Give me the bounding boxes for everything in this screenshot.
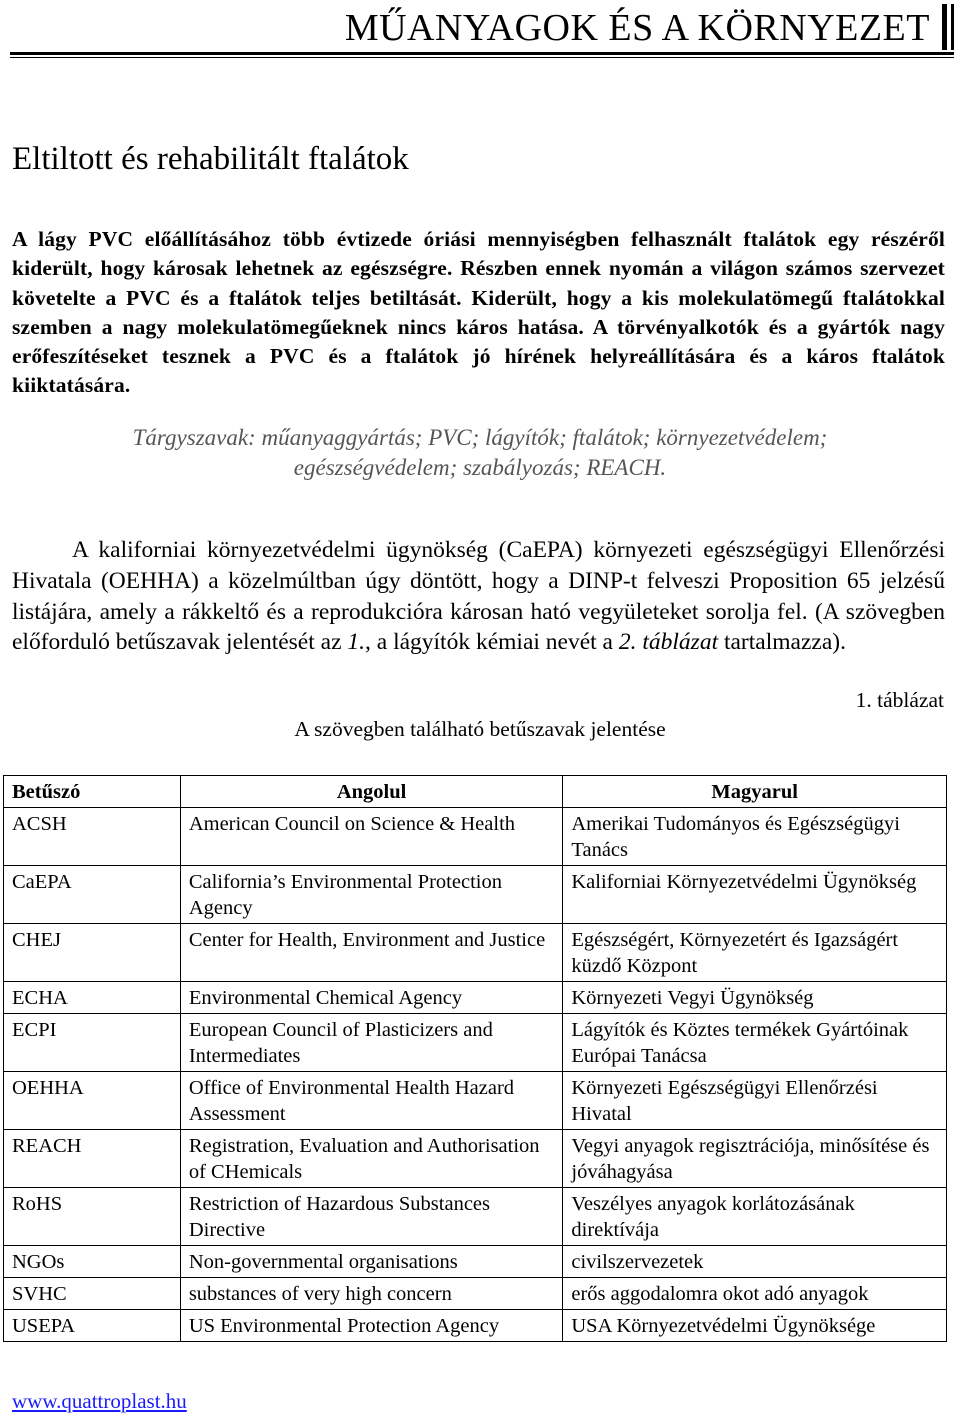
table-cell: US Environmental Protection Agency (180, 1310, 563, 1342)
header-title: MŰANYAGOK ÉS A KÖRNYEZET (344, 7, 930, 49)
table-cell: Office of Environmental Health Hazard Assessment (180, 1072, 563, 1130)
body-text-part: A kaliforniai környezetvédelmi ügynökség (CaEPA) környezeti egészségügyi Ellenőrzési Hivatala (OEHHA) a közelmúltban úgy döntött, hogy a DINP-t felveszi Proposition 65 jelzésű listájára, amely a rákkeltő és a reprodukcióra károsan ható vegyületeket sorolja fel. (A szövegben előforduló betűszavak jelentését az (12, 537, 945, 656)
table-cell: Egészségért, Környezetért és Igazságért küzdő Központ (563, 924, 947, 982)
table-cell: Lágyítók és Köztes termékek Gyártóinak Európai Tanácsa (563, 1014, 947, 1072)
body-text (12, 535, 945, 658)
table-header-row (4, 776, 947, 808)
header-bar (942, 4, 947, 50)
table-row (4, 982, 947, 1014)
body-table-ref: 1. (347, 629, 366, 656)
table-row (4, 924, 947, 982)
table-cell: OEHHA (4, 1072, 181, 1130)
table-cell: erős aggodalomra okot adó anyagok (563, 1278, 947, 1310)
table-cell: ACSH (4, 808, 181, 866)
table-row (4, 1014, 947, 1072)
table-cell: Környezeti Vegyi Ügynökség (563, 982, 947, 1014)
table-cell: USA Környezetvédelmi Ügynöksége (563, 1310, 947, 1342)
column-header: Angolul (180, 776, 563, 808)
table-cell: civilszervezetek (563, 1246, 947, 1278)
body-text-part: tartalmazza). (718, 629, 846, 656)
table-row (4, 808, 947, 866)
table-cell: ECHA (4, 982, 181, 1014)
table-number: 1. táblázat (855, 688, 944, 712)
header-bar (951, 4, 954, 50)
keywords (0, 423, 960, 483)
keywords-line: Tárgyszavak: műanyaggyártás; PVC; lágyítók; ftalátok; környezetvédelem; (132, 425, 828, 450)
table-row (4, 1072, 947, 1130)
table-row (4, 866, 947, 924)
table-cell: Center for Health, Environment and Justice (180, 924, 563, 982)
table-row (4, 1278, 947, 1310)
page-header (0, 0, 960, 58)
keywords-line: egészségvédelem; szabályozás; REACH. (293, 455, 667, 480)
table-row (4, 1246, 947, 1278)
table-cell: substances of very high concern (180, 1278, 563, 1310)
article-title: Eltiltott és rehabilitált ftalátok (12, 141, 409, 177)
table-cell: ECPI (4, 1014, 181, 1072)
table-cell: NGOs (4, 1246, 181, 1278)
body-table-ref: 2. táblázat (618, 629, 719, 656)
table-cell: CaEPA (4, 866, 181, 924)
table-cell: CHEJ (4, 924, 181, 982)
table-row (4, 1188, 947, 1246)
table-row (4, 1310, 947, 1342)
body-text-part: , a lágyítók kémiai nevét a (365, 629, 619, 656)
table-cell: RoHS (4, 1188, 181, 1246)
header-rule (10, 52, 954, 55)
table-cell: California’s Environmental Protection Agency (180, 866, 563, 924)
column-header: Betűszó (4, 776, 181, 808)
table-cell: Vegyi anyagok regisztrációja, minősítése és jóváhagyása (563, 1130, 947, 1188)
table-cell: Non-governmental organisations (180, 1246, 563, 1278)
abbreviation-table (3, 775, 947, 1342)
article-lead: A lágy PVC előállításához több évtizede óriási mennyiségben felhasznált ftalátok egy részéről kiderült, hogy károsak lehetnek az egészségre. Részben ennek nyomán a világon számos szervezet követelte a PVC és a ftalátok teljes betiltását. Kiderült, hogy a kis molekulatömegű ftalátokkal szemben a nagy molekulatömegűeknek nincs káros hatása. A törvényalkotók és a gyártók nagy erőfeszítéseket tesznek a PVC és a ftalátok jó hírének helyreállítására és a káros ftalátok kiiktatására. (12, 227, 945, 398)
table-cell: Registration, Evaluation and Authorisation of CHemicals (180, 1130, 563, 1188)
column-header: Magyarul (563, 776, 947, 808)
table-row (4, 1130, 947, 1188)
table-cell: Environmental Chemical Agency (180, 982, 563, 1014)
table-cell: European Council of Plasticizers and Intermediates (180, 1014, 563, 1072)
table-cell: Környezeti Egészségügyi Ellenőrzési Hivatal (563, 1072, 947, 1130)
table-cell: SVHC (4, 1278, 181, 1310)
table-cell: REACH (4, 1130, 181, 1188)
table-cell: American Council on Science & Health (180, 808, 563, 866)
table-caption: A szövegben található betűszavak jelentése (294, 717, 666, 741)
table-cell: Amerikai Tudományos és Egészségügyi Tanács (563, 808, 947, 866)
table-cell: Restriction of Hazardous Substances Directive (180, 1188, 563, 1246)
table-cell: Veszélyes anyagok korlátozásának direktívája (563, 1188, 947, 1246)
header-rule (10, 57, 954, 58)
footer-website-link[interactable]: www.quattroplast.hu (12, 1389, 187, 1413)
body-paragraph (12, 535, 945, 658)
table-cell: Kaliforniai Környezetvédelmi Ügynökség (563, 866, 947, 924)
table-cell: USEPA (4, 1310, 181, 1342)
